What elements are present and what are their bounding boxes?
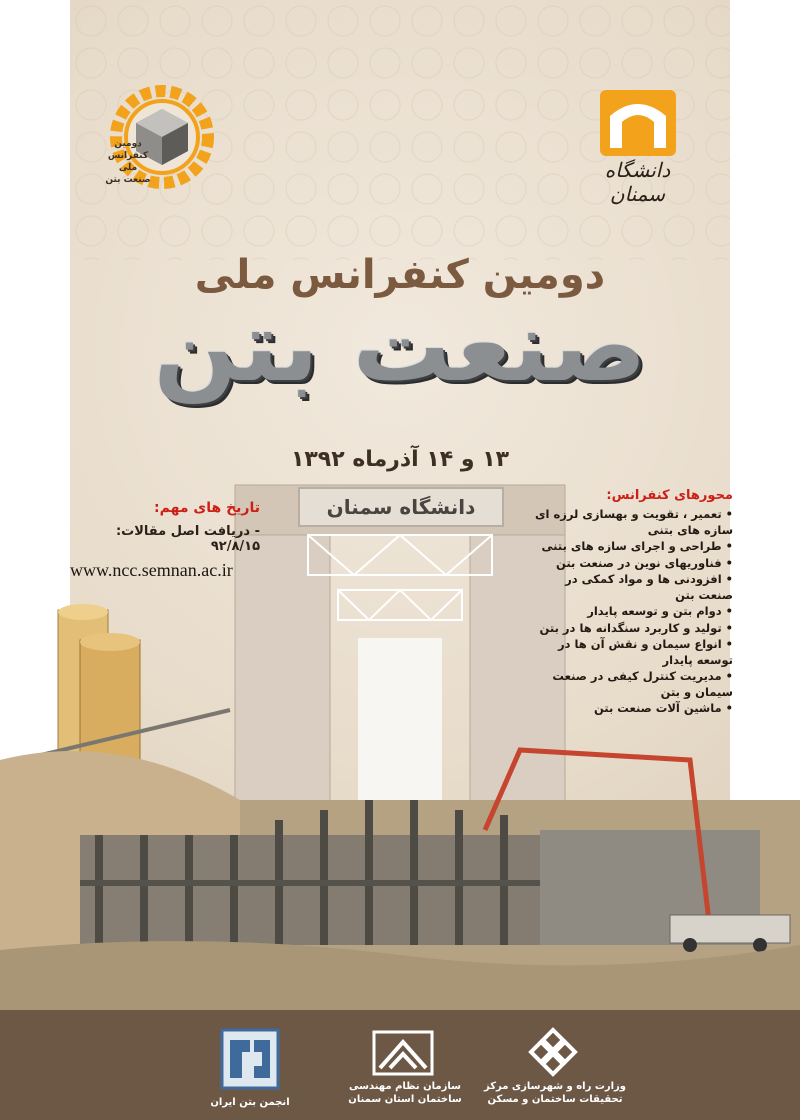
topic-item: • تولید و کاربرد سنگدانه ها در بتن (539, 620, 733, 635)
logo-line-3: صنعت بتن (105, 175, 151, 185)
semnan-university-logo (598, 88, 678, 158)
building-frame (80, 835, 540, 945)
conference-date: ۱۳ و ۱۴ آذرماه ۱۳۹۲ (290, 447, 510, 472)
topic-item: • افزودنی ها و مواد کمکی در صنعت بتن (565, 572, 733, 602)
conference-topics (533, 488, 733, 718)
topic-item: • انواع سیمان و نقش آن ها در توسعه پایدار (557, 637, 733, 667)
conference-logo-label (98, 138, 158, 186)
gate-opening (358, 638, 442, 808)
ministry-roads-logo (523, 1026, 583, 1078)
gate-sign-text: دانشگاه سمنان (326, 495, 476, 519)
deadline-item: - دریافت اصل مقالات: ۹۲/۸/۱۵ (115, 524, 260, 554)
topic-item: • مدیریت کنترل کیفی در صنعت سیمان و بتن (552, 669, 733, 699)
topic-item: • فناوریهای نوین در صنعت بتن (556, 555, 733, 570)
important-dates-title: تاریخ های مهم: (154, 500, 260, 516)
logo-line-1: دومین (114, 139, 142, 149)
important-dates (70, 500, 260, 581)
iran-concrete-institute-logo (220, 1028, 280, 1090)
conference-subtitle: دومین کنفرانس ملی (194, 252, 606, 298)
sponsor-caption-1: انجمن بتن ایران (210, 1097, 290, 1108)
university-logo-label: دانشگاه سمنان (604, 158, 671, 206)
engineering-organization-logo (372, 1030, 434, 1076)
topics-list (533, 507, 733, 717)
topic-item: • دوام بتن و توسعه پایدار (587, 604, 733, 618)
sponsor-caption-3: وزارت راه و شهرسازی مرکز تحقیقات ساختمان و مسکن (483, 1081, 627, 1105)
website-link[interactable]: www.ncc.semnan.ac.ir (70, 560, 233, 580)
gate-truss-lower (338, 590, 462, 620)
sponsor-caption-2: سازمان نظام مهندسی ساختمان استان سمنان (348, 1081, 462, 1105)
topic-item: • تعمیر ، تقویت و بهسازی لرزه ای سازه های بتنی (534, 507, 733, 537)
conference-title: صنعت بتن (153, 290, 647, 404)
logo-line-2: کنفرانس ملی (107, 151, 149, 173)
gate-sign (298, 487, 504, 527)
gate-truss (308, 535, 492, 575)
topic-item: • طراحی و اجرای سازه های بتنی (541, 539, 733, 553)
topic-item: • ماشین آلات صنعت بتن (593, 701, 733, 715)
topics-title: محورهای کنفرانس: (606, 488, 733, 503)
